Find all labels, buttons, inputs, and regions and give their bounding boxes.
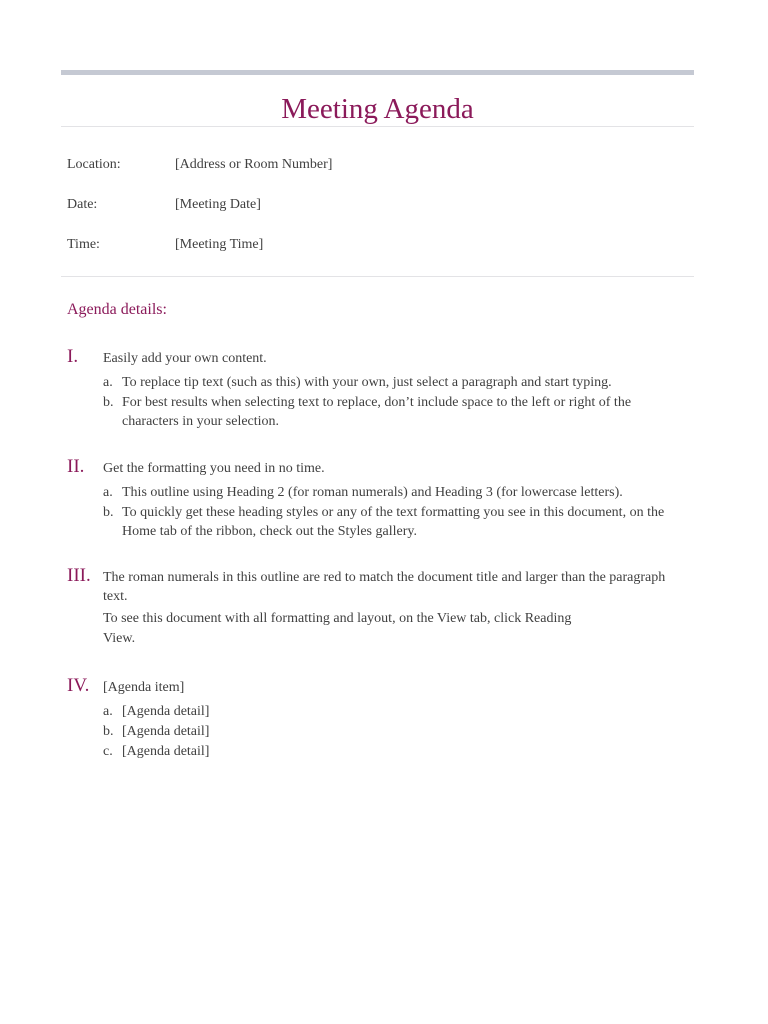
detail-text: For best results when selecting text to replace, don’t include space to the left or right of the characters in your selection. [122,395,632,429]
agenda-details-heading[interactable]: Agenda details: [67,301,167,318]
agenda-item[interactable]: The roman numerals in this outline are red to match the document title and larger than the paragraph text. [103,570,666,604]
detail-letter: a. [103,485,113,500]
document-title[interactable]: Meeting Agenda [281,93,474,125]
detail-text: To replace tip text (such as this) with your own, just select a paragraph and start typing. [122,375,612,390]
detail-letter: c. [103,744,113,759]
agenda-paragraph[interactable]: To see this document with all formatting and layout, on the View tab, click Reading View. [103,611,572,646]
detail-text: [Agenda detail] [122,704,210,719]
agenda-detail-list [103,702,691,762]
meeting-info [67,155,687,275]
agenda-detail[interactable] [103,722,691,741]
agenda-item[interactable]: Get the formatting you need in no time. [103,461,325,476]
time-row [67,235,687,275]
date-value[interactable]: [Meeting Date] [175,197,261,212]
agenda-detail[interactable] [103,393,691,431]
detail-letter: b. [103,724,114,739]
agenda-detail[interactable] [103,742,691,761]
agenda-detail[interactable] [103,503,691,541]
document-page [61,0,694,1024]
section-numeral: I. [67,346,79,367]
date-row [67,195,687,235]
location-label: Location: [67,157,121,172]
info-divider [61,276,694,277]
agenda-detail[interactable] [103,702,691,721]
agenda-detail-list [103,373,691,432]
section-numeral: IV. [67,675,90,696]
agenda-item[interactable]: [Agenda item] [103,680,185,695]
section-numeral: III. [67,565,91,586]
top-rule [61,70,694,75]
detail-text: This outline using Heading 2 (for roman numerals) and Heading 3 (for lowercase letters). [122,485,623,500]
detail-letter: b. [103,505,114,520]
agenda-detail-list [103,483,691,542]
title-divider [61,126,694,127]
location-value[interactable]: [Address or Room Number] [175,157,333,172]
detail-text: To quickly get these heading styles or any of the text formatting you see in this document, on the Home tab of the ribbon, check out the Styles gallery. [122,505,665,539]
agenda-detail[interactable] [103,373,691,392]
agenda-detail[interactable] [103,483,691,502]
location-row [67,155,687,195]
detail-text: [Agenda detail] [122,724,210,739]
agenda-item[interactable]: Easily add your own content. [103,351,267,366]
section-numeral: II. [67,456,85,477]
detail-letter: b. [103,395,114,410]
detail-letter: a. [103,704,113,719]
time-value[interactable]: [Meeting Time] [175,237,264,252]
time-label: Time: [67,237,100,252]
date-label: Date: [67,197,98,212]
detail-text: [Agenda detail] [122,744,210,759]
detail-letter: a. [103,375,113,390]
